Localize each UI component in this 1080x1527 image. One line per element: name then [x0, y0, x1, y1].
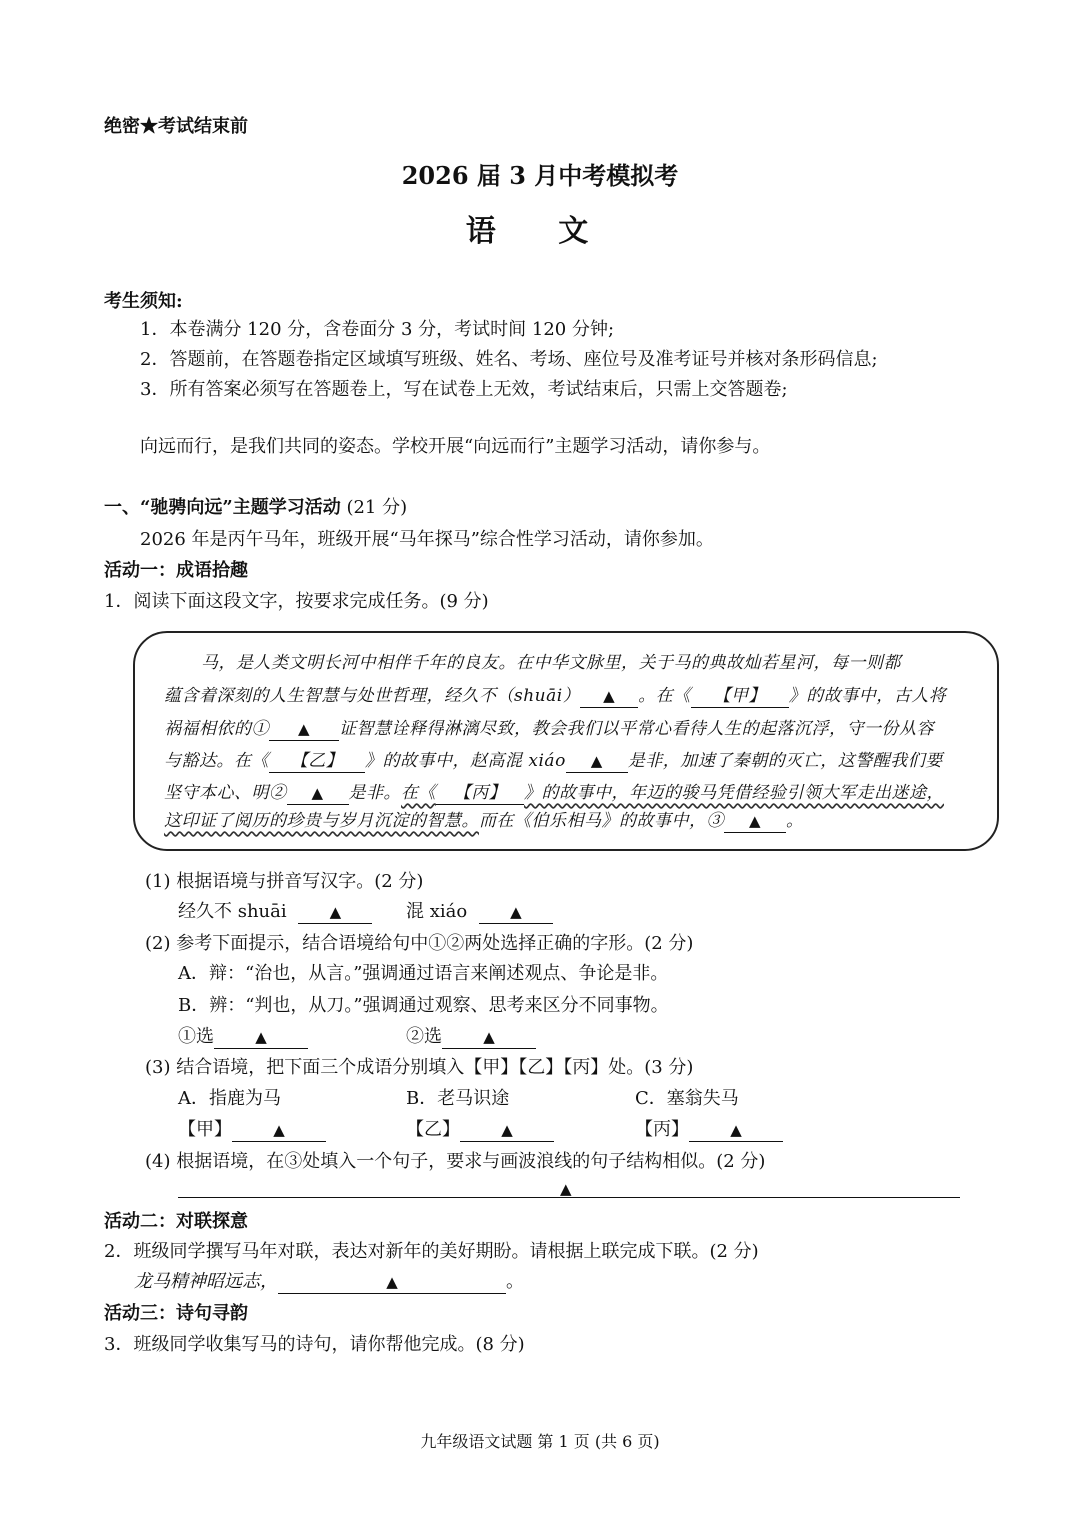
notice-item: 3．所有答案必须写在答题卷上，写在试卷上无效，考试结束后，只需上交答题卷; — [140, 379, 788, 400]
answer-blank[interactable] — [232, 1120, 326, 1142]
passage-text: 蕴含着深刻的人生智慧与处世哲理，经久不（shuāi） — [164, 686, 581, 706]
blank-jia — [691, 686, 789, 708]
answer-blank[interactable] — [479, 902, 553, 924]
passage-line — [164, 684, 946, 708]
hint-a: A．辩：“治也，从言。”强调通过语言来阐述观点、争论是非。 — [178, 963, 669, 984]
passage-text: 而在《伯乐相马》的故事中，③ — [479, 811, 724, 831]
couplet-end: 。 — [506, 1271, 524, 1292]
exam-title: 2026 届 3 月中考模拟考 — [401, 161, 679, 190]
passage-box — [133, 631, 999, 851]
label-jia: 【甲】 — [713, 686, 766, 706]
subject-title: 语 文 — [465, 214, 615, 249]
answer-row — [178, 1118, 326, 1142]
section1-heading — [104, 496, 407, 520]
confidential-label: 绝密★考试结束前 — [104, 116, 248, 137]
answer-blank[interactable] — [689, 1120, 783, 1142]
page-footer: 九年级语文试题 第 1 页 (共 6 页) — [420, 1432, 660, 1451]
passage-text: 》的故事中，年迈的骏马凭借经验引领大军走出迷途， — [524, 783, 944, 803]
answer-blank[interactable] — [298, 902, 372, 924]
blank-xiao — [566, 751, 628, 773]
passage-line — [164, 781, 944, 805]
intro-text: 向远而行，是我们共同的姿态。学校开展“向远而行”主题学习活动，请你参与。 — [140, 436, 771, 457]
answer-blank[interactable] — [214, 1027, 308, 1049]
subquestion-1: (1) 根据语境与拼音写汉字。(2 分) — [145, 871, 424, 892]
subquestion-3: (3) 结合语境，把下面三个成语分别填入【甲】【乙】【丙】处。(3 分) — [145, 1057, 694, 1078]
answer-marker: ▲ — [329, 903, 342, 921]
passage-text: 是非。 — [348, 783, 401, 803]
passage-text: 证智慧诠释得淋漓尽致，教会我们以平常心看待人生的起落沉浮，守一份从容 — [339, 719, 934, 739]
label-jia: 【甲】 — [178, 1119, 232, 1140]
prompt-shuai: 经久不 shuāi — [178, 901, 287, 922]
passage-line — [164, 717, 934, 741]
answer-marker: ▲ — [748, 812, 762, 830]
answer-row — [178, 1025, 308, 1049]
label-bing: 【丙】 — [453, 783, 507, 803]
question-1: 1．阅读下面这段文字，按要求完成任务。(9 分) — [104, 591, 489, 612]
label-bing: 【丙】 — [635, 1119, 689, 1140]
subquestion-4: (4) 根据语境，在③处填入一个句子，要求与画波浪线的句子结构相似。(2 分) — [145, 1151, 766, 1172]
answer-marker: ▲ — [501, 1121, 513, 1139]
answer-blank[interactable] — [278, 1272, 506, 1294]
answer-marker: ▲ — [297, 720, 311, 738]
option-b: B．老马识途 — [406, 1088, 510, 1109]
section1-score: (21 分) — [346, 497, 408, 518]
blank-bing — [436, 783, 524, 805]
label-yi: 【乙】 — [406, 1119, 460, 1140]
section1-intro: 2026 年是丙午马年，班级开展“马年探马”综合性学习活动，请你参加。 — [140, 529, 714, 550]
answer-row — [406, 900, 553, 924]
blank-shuai — [580, 686, 638, 708]
prompt-xiao: 混 xiáo — [406, 901, 468, 922]
couplet-upper: 龙马精神昭远志， — [134, 1271, 278, 1292]
label-yi: 【乙】 — [290, 751, 344, 771]
passage-text: 祸福相依的① — [164, 719, 269, 739]
question-2: 2．班级同学撰写马年对联，表达对新年的美好期盼。请根据上联完成下联。(2 分) — [104, 1241, 759, 1262]
answer-marker: ▲ — [510, 903, 522, 921]
activity3-title: 活动三：诗句寻韵 — [104, 1303, 248, 1324]
answer-row — [406, 1025, 536, 1049]
passage-text: 。在《 — [638, 686, 691, 706]
answer-row — [406, 1118, 554, 1142]
passage-text: 。 — [786, 811, 804, 831]
hint-b: B．辨：“判也，从刀。”强调通过观察、思考来区分不同事物。 — [178, 995, 669, 1016]
answer-marker: ▲ — [255, 1028, 267, 1046]
passage-line — [164, 749, 943, 773]
blank-yi — [269, 751, 365, 773]
passage-text: 在《 — [401, 783, 436, 803]
wavy-sentence — [401, 783, 944, 803]
notice-heading: 考生须知: — [104, 291, 183, 312]
blank-2 — [287, 783, 349, 805]
answer-marker: ▲ — [273, 1121, 285, 1139]
passage-text: 》的故事中，赵高混 xiáo — [365, 751, 566, 771]
answer-blank[interactable] — [460, 1120, 554, 1142]
notice-item: 1．本卷满分 120 分，含卷面分 3 分，考试时间 120 分钟; — [140, 319, 615, 340]
answer-marker: ▲ — [603, 687, 616, 705]
activity2-title: 活动二：对联探意 — [104, 1211, 248, 1232]
option-a: A．指鹿为马 — [178, 1088, 281, 1109]
blank-1 — [269, 719, 339, 741]
passage-line — [164, 809, 804, 833]
section1-title: 一、“驰骋向远”主题学习活动 — [104, 497, 341, 518]
choice-1-label: ①选 — [178, 1026, 214, 1047]
choice-2-label: ②选 — [406, 1026, 442, 1047]
passage-text: 坚守本心、明② — [164, 783, 287, 803]
answer-marker: ▲ — [483, 1028, 495, 1046]
passage-text: 是非，加速了秦朝的灭亡，这警醒我们要 — [627, 751, 943, 771]
answer-marker: ▲ — [386, 1273, 398, 1291]
subquestion-2: (2) 参考下面提示，结合语境给句中①②两处选择正确的字形。(2 分) — [145, 933, 694, 954]
couplet-row — [134, 1270, 524, 1294]
answer-marker: ▲ — [311, 784, 324, 802]
activity1-title: 活动一：成语拾趣 — [104, 560, 248, 581]
blank-3 — [724, 811, 786, 833]
notice-item: 2．答题前，在答题卷指定区域填写班级、姓名、考场、座位号及准考证号并核对条形码信息; — [140, 349, 878, 370]
passage-text: 》的故事中，古人将 — [788, 686, 947, 706]
question-3: 3．班级同学收集写马的诗句，请你帮他完成。(8 分) — [104, 1334, 525, 1355]
answer-marker: ▲ — [730, 1121, 742, 1139]
wavy-sentence: 这印证了阅历的珍贵与岁月沉淀的智慧。 — [164, 811, 479, 831]
passage-text: 与豁达。在《 — [164, 751, 269, 771]
answer-row — [635, 1118, 783, 1142]
answer-blank[interactable] — [442, 1027, 536, 1049]
answer-marker: ▲ — [560, 1180, 572, 1198]
answer-marker: ▲ — [590, 752, 603, 770]
passage-line: 马，是人类文明长河中相伴千年的良友。在中华文脉里，关于马的典故灿若星河，每一则都 — [201, 653, 901, 673]
answer-row — [178, 900, 372, 924]
option-c: C．塞翁失马 — [635, 1088, 739, 1109]
